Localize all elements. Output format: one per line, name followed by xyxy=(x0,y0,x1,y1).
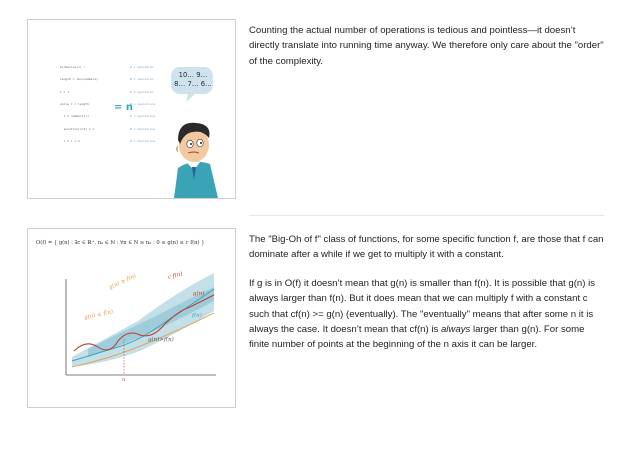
label-g-ge-f: g(n) ≥ f(n) xyxy=(108,273,138,291)
big-o-sketch xyxy=(28,229,235,407)
notes-text: If g is in O(f) it doesn’t mean that g(n) is smaller than f(n). It is possible that g(n) is always larger than f(n). But it does mean that we can multiply f with a constant c such that cf(n) >= g(n) (eventually). The "eventually" means that after some n it is always the case. It doesn’t mean that cf(n) is xyxy=(249,277,596,336)
code-line: i = 1 xyxy=(60,89,70,94)
slide-thumbnail-1[interactable] xyxy=(27,19,236,199)
code-line: solution[cnt] = x xyxy=(60,126,95,131)
code-comment: # n operations xyxy=(130,114,156,119)
big-o-definition-formula: O(f) = { g(n) : ∃c ∈ ℝ⁺, n₀ ∈ ℕ : ∀n ∈ N ≥ n₀ : 0 ≤ g(n) ≤ c f(n) } xyxy=(36,240,205,246)
code-line: while i < length xyxy=(60,102,89,107)
section-divider xyxy=(249,215,604,216)
notes-paragraph-2 xyxy=(249,276,604,353)
label-g-le-f: g(n) ≤ f(n) xyxy=(83,309,114,321)
label-cfn: c·f(n) xyxy=(167,271,184,281)
code-line: minSeries(x) : xyxy=(60,65,86,70)
code-comment: # 1 operation xyxy=(130,77,154,82)
code-comment: # n operations xyxy=(130,138,156,143)
label-n: n xyxy=(122,377,126,383)
code-line: i = i + 1 xyxy=(60,138,80,143)
code-comment: # 1 operation xyxy=(130,89,154,94)
code-line: x = numbers[i] xyxy=(60,114,89,119)
bubble-line-1: 10… 9… xyxy=(178,71,208,79)
slide-thumbnail-2[interactable] xyxy=(27,228,236,408)
bubble-line-2: 8… 7… 6… xyxy=(174,80,212,88)
code-comment: # n operations xyxy=(130,126,156,131)
label-g-gt-f: g(n)>f(n) xyxy=(148,337,174,343)
label-fn: f(n) xyxy=(192,313,202,319)
operation-count-result: = n xyxy=(114,102,133,113)
notes-emphasis: always xyxy=(440,324,471,336)
speaker-notes-2 xyxy=(249,232,604,366)
notes-paragraph: Counting the actual number of operations is tedious and pointless—it doesn’t directly translate into running time anyway. We therefore only care about the "order" of the complexity. xyxy=(249,25,604,67)
notes-text: larger than g(n). For some finite number of points at the beginning of the n axis it can be larger. xyxy=(249,324,585,351)
code-comment: # 1 operation xyxy=(130,65,154,70)
code-line: length = len(numbers) xyxy=(60,77,98,82)
notes-paragraph-1: The "Big-Oh of f" class of functions, for some specific function f, are those that f can dominate after a while if we get to multiply it with a constant. xyxy=(249,234,604,261)
speaker-notes-1 xyxy=(249,23,604,82)
counting-person-illustration xyxy=(28,20,235,198)
code-comment: # n operations xyxy=(130,102,156,107)
label-gn: g(n) xyxy=(193,291,205,297)
